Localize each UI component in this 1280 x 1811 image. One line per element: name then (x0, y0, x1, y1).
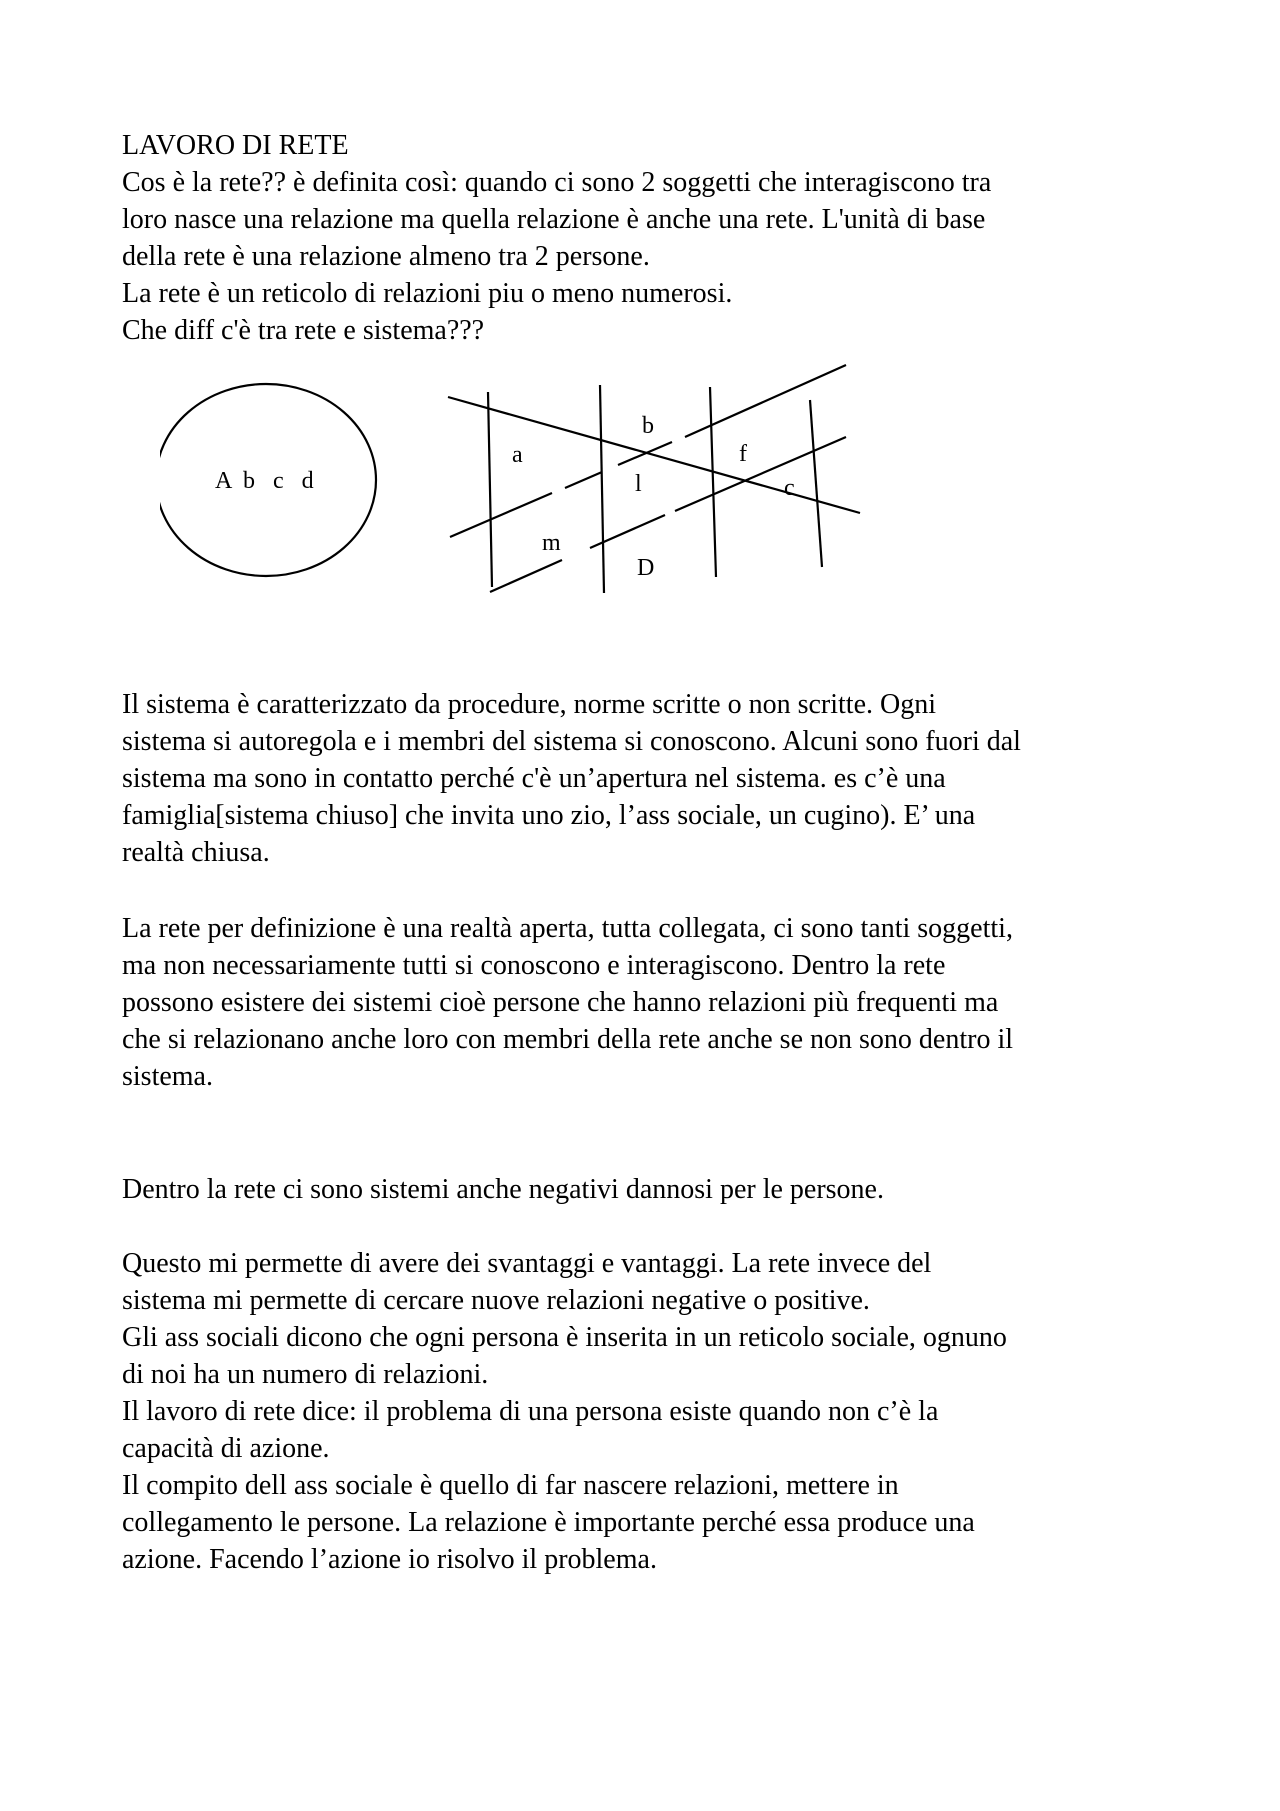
system-members-label: A b c d (215, 468, 314, 494)
network-line (710, 387, 716, 577)
net-label-l: l (635, 471, 642, 497)
network-paragraph (122, 910, 1182, 1095)
network-line (450, 365, 846, 537)
net-label-d: D (637, 555, 655, 581)
text-line: Gli ass sociali dicono che ogni persona è inserita in un reticolo sociale, ognuno (122, 1322, 1007, 1353)
network-line (600, 385, 604, 593)
text-line: sistema ma sono in contatto perché c'è un’apertura nel sistema. es c’è una (122, 763, 946, 794)
text-line: Cos è la rete?? è definita così: quando ci sono 2 soggetti che interagiscono tra (122, 167, 992, 198)
network-line (448, 397, 860, 513)
text-line: Il sistema è caratterizzato da procedure, norme scritte o non scritte. Ogni (122, 689, 936, 720)
text-line: che si relazionano anche loro con membri della rete anche se non sono dentro il (122, 1024, 1013, 1055)
net-label-c: c (784, 475, 795, 501)
net-label-f: f (739, 441, 747, 467)
text-line: della rete è una relazione almeno tra 2 persone. (122, 241, 650, 272)
text-line: sistema si autoregola e i membri del sistema si conoscono. Alcuni sono fuori dal (122, 726, 1021, 757)
system-vs-network-diagram (160, 355, 880, 605)
document-title: LAVORO DI RETE (122, 130, 349, 161)
text-line: ma non necessariamente tutti si conoscono e interagiscono. Dentro la rete (122, 950, 946, 981)
text-line: Il lavoro di rete dice: il problema di una persona esiste quando non c’è la (122, 1396, 939, 1427)
text-line: di noi ha un numero di relazioni. (122, 1359, 489, 1390)
net-label-m: m (542, 530, 561, 556)
net-label-a: a (512, 442, 523, 468)
text-line: sistema. (122, 1061, 213, 1092)
text-line: sistema mi permette di cercare nuove relazioni negative o positive. (122, 1285, 870, 1316)
text-line: Il compito dell ass sociale è quello di far nascere relazioni, mettere in (122, 1470, 899, 1501)
net-label-b: b (642, 413, 654, 439)
network-line (810, 400, 822, 567)
text-line: La rete è un reticolo di relazioni piu o meno numerosi. (122, 278, 733, 309)
network-line (488, 392, 492, 587)
text-line: collegamento le persone. La relazione è importante perché essa produce una (122, 1507, 975, 1538)
text-line: Questo mi permette di avere dei svantaggi e vantaggi. La rete invece del (122, 1248, 932, 1279)
text-line: possono esistere dei sistemi cioè persone che hanno relazioni più frequenti ma (122, 987, 999, 1018)
network-line (490, 437, 846, 592)
closing-paragraph (122, 1245, 1182, 1578)
text-line: loro nasce una relazione ma quella relazione è anche una rete. L'unità di base (122, 204, 986, 235)
text-line: realtà chiusa. (122, 837, 270, 868)
text-line: Dentro la rete ci sono sistemi anche negativi dannosi per le persone. (122, 1174, 884, 1205)
text-line: capacità di azione. (122, 1433, 330, 1464)
text-line: Che diff c'è tra rete e sistema??? (122, 315, 485, 346)
system-paragraph (122, 686, 1182, 871)
text-line: azione. Facendo l’azione io risolvo il problema. (122, 1544, 657, 1575)
negative-systems-paragraph (122, 1171, 1182, 1208)
text-line: La rete per definizione è una realtà aperta, tutta collegata, ci sono tanti soggetti, (122, 913, 1013, 944)
text-line: famiglia[sistema chiuso] che invita uno zio, l’ass sociale, un cugino). E’ una (122, 800, 976, 831)
intro-section (122, 127, 1182, 349)
